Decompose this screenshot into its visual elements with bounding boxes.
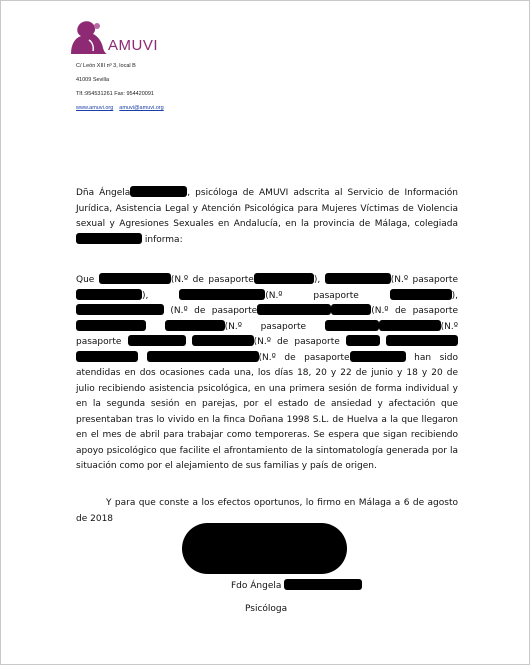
redaction bbox=[257, 304, 331, 315]
redaction bbox=[386, 335, 458, 346]
redaction bbox=[76, 320, 146, 331]
redaction bbox=[76, 233, 142, 244]
redaction bbox=[76, 304, 164, 315]
passport-label: (N.º de pasaporte bbox=[371, 306, 458, 316]
redaction bbox=[165, 320, 225, 331]
passport-label: (N.º pasaporte bbox=[224, 321, 307, 332]
intro-text-2: , psicóloga de AMUVI adscrita al Servicio de Información Jurídica, Asistencia Legal y Atención Psicológica para Mujeres Víctimas de Violencia sexual y Agresiones Sexuales en Andalucía, en la provincia de Málaga, colegiada bbox=[76, 188, 458, 229]
report-que: Que bbox=[76, 275, 95, 285]
passport-label: (N.º de pasaporte bbox=[258, 352, 350, 363]
redaction bbox=[350, 351, 406, 362]
phone-fax: Tlf.:954531261 Fax: 954420091 bbox=[76, 91, 154, 97]
punct: ), bbox=[142, 290, 149, 301]
logo-wordmark: AMUVI bbox=[108, 37, 159, 54]
woman-silhouette-icon bbox=[67, 18, 111, 56]
redaction bbox=[346, 335, 380, 346]
signature-role: Psicóloga bbox=[245, 604, 288, 614]
paragraph-intro bbox=[76, 186, 458, 248]
redaction bbox=[325, 320, 379, 331]
intro-text-3: informa: bbox=[142, 234, 183, 245]
signature-redaction bbox=[182, 523, 347, 574]
passport-label: (N.º pasaporte bbox=[76, 321, 458, 347]
redaction bbox=[331, 304, 371, 315]
redaction bbox=[254, 273, 314, 284]
email-link[interactable]: amuvi@amuvi.org bbox=[119, 105, 164, 111]
redaction bbox=[192, 335, 254, 346]
intro-text-1: Dña Ángela bbox=[76, 188, 131, 198]
redaction bbox=[179, 289, 265, 300]
address-line-2: 41009 Sevilla bbox=[76, 77, 110, 83]
redaction bbox=[325, 273, 391, 284]
redaction bbox=[76, 289, 142, 300]
website-link[interactable]: www.amuvi.org bbox=[76, 105, 114, 111]
passport-label: (N.º de pasaporte bbox=[170, 275, 254, 285]
redaction bbox=[379, 320, 441, 331]
passport-label: (N.º pasaporte bbox=[390, 275, 458, 285]
paragraph-report bbox=[76, 273, 458, 475]
address-line-1: C/ León XIII nº 3, local B bbox=[76, 63, 136, 69]
closing-text: Y para que conste a los efectos oportunos, lo firmo en Málaga a 6 de agosto de 2018 bbox=[76, 498, 458, 524]
signature-name bbox=[231, 579, 362, 592]
passport-label: (N.º pasaporte bbox=[265, 290, 359, 301]
redaction bbox=[76, 351, 138, 362]
punct: ), bbox=[451, 290, 458, 301]
passport-label: (N.º de pasaporte bbox=[253, 337, 340, 347]
redaction bbox=[130, 186, 187, 197]
redaction bbox=[99, 273, 171, 284]
amuvi-logo bbox=[67, 18, 167, 58]
report-body-text: han sido atendidas en dos ocasiones cada una, los días 18, 20 y 22 de junio y 18 y 20 de julio recibiendo asistencia psicológica, en una primera sesión de forma individual y en la segunda sesión en parejas, por el estado de ansiedad y afectación que presentaban tras lo vivido en la finca Doñana 1998 S.L. de Huelva a la que llegaron en el mes de abril para trabajar como temporeras. Se espera que sigan recibiendo apoyo psicológico que facilite el afrontamiento de la sintomatología generada por la situación como por el alejamiento de sus familias y país de origen. bbox=[76, 352, 458, 471]
contact-links bbox=[76, 105, 170, 111]
signature-prefix: Fdo Ángela bbox=[231, 581, 282, 591]
passport-label: (N.º de pasaporte bbox=[170, 306, 258, 316]
redaction bbox=[147, 351, 259, 362]
redaction bbox=[284, 579, 362, 590]
redaction bbox=[390, 289, 452, 300]
redaction bbox=[128, 335, 186, 346]
punct: ), bbox=[313, 275, 321, 285]
